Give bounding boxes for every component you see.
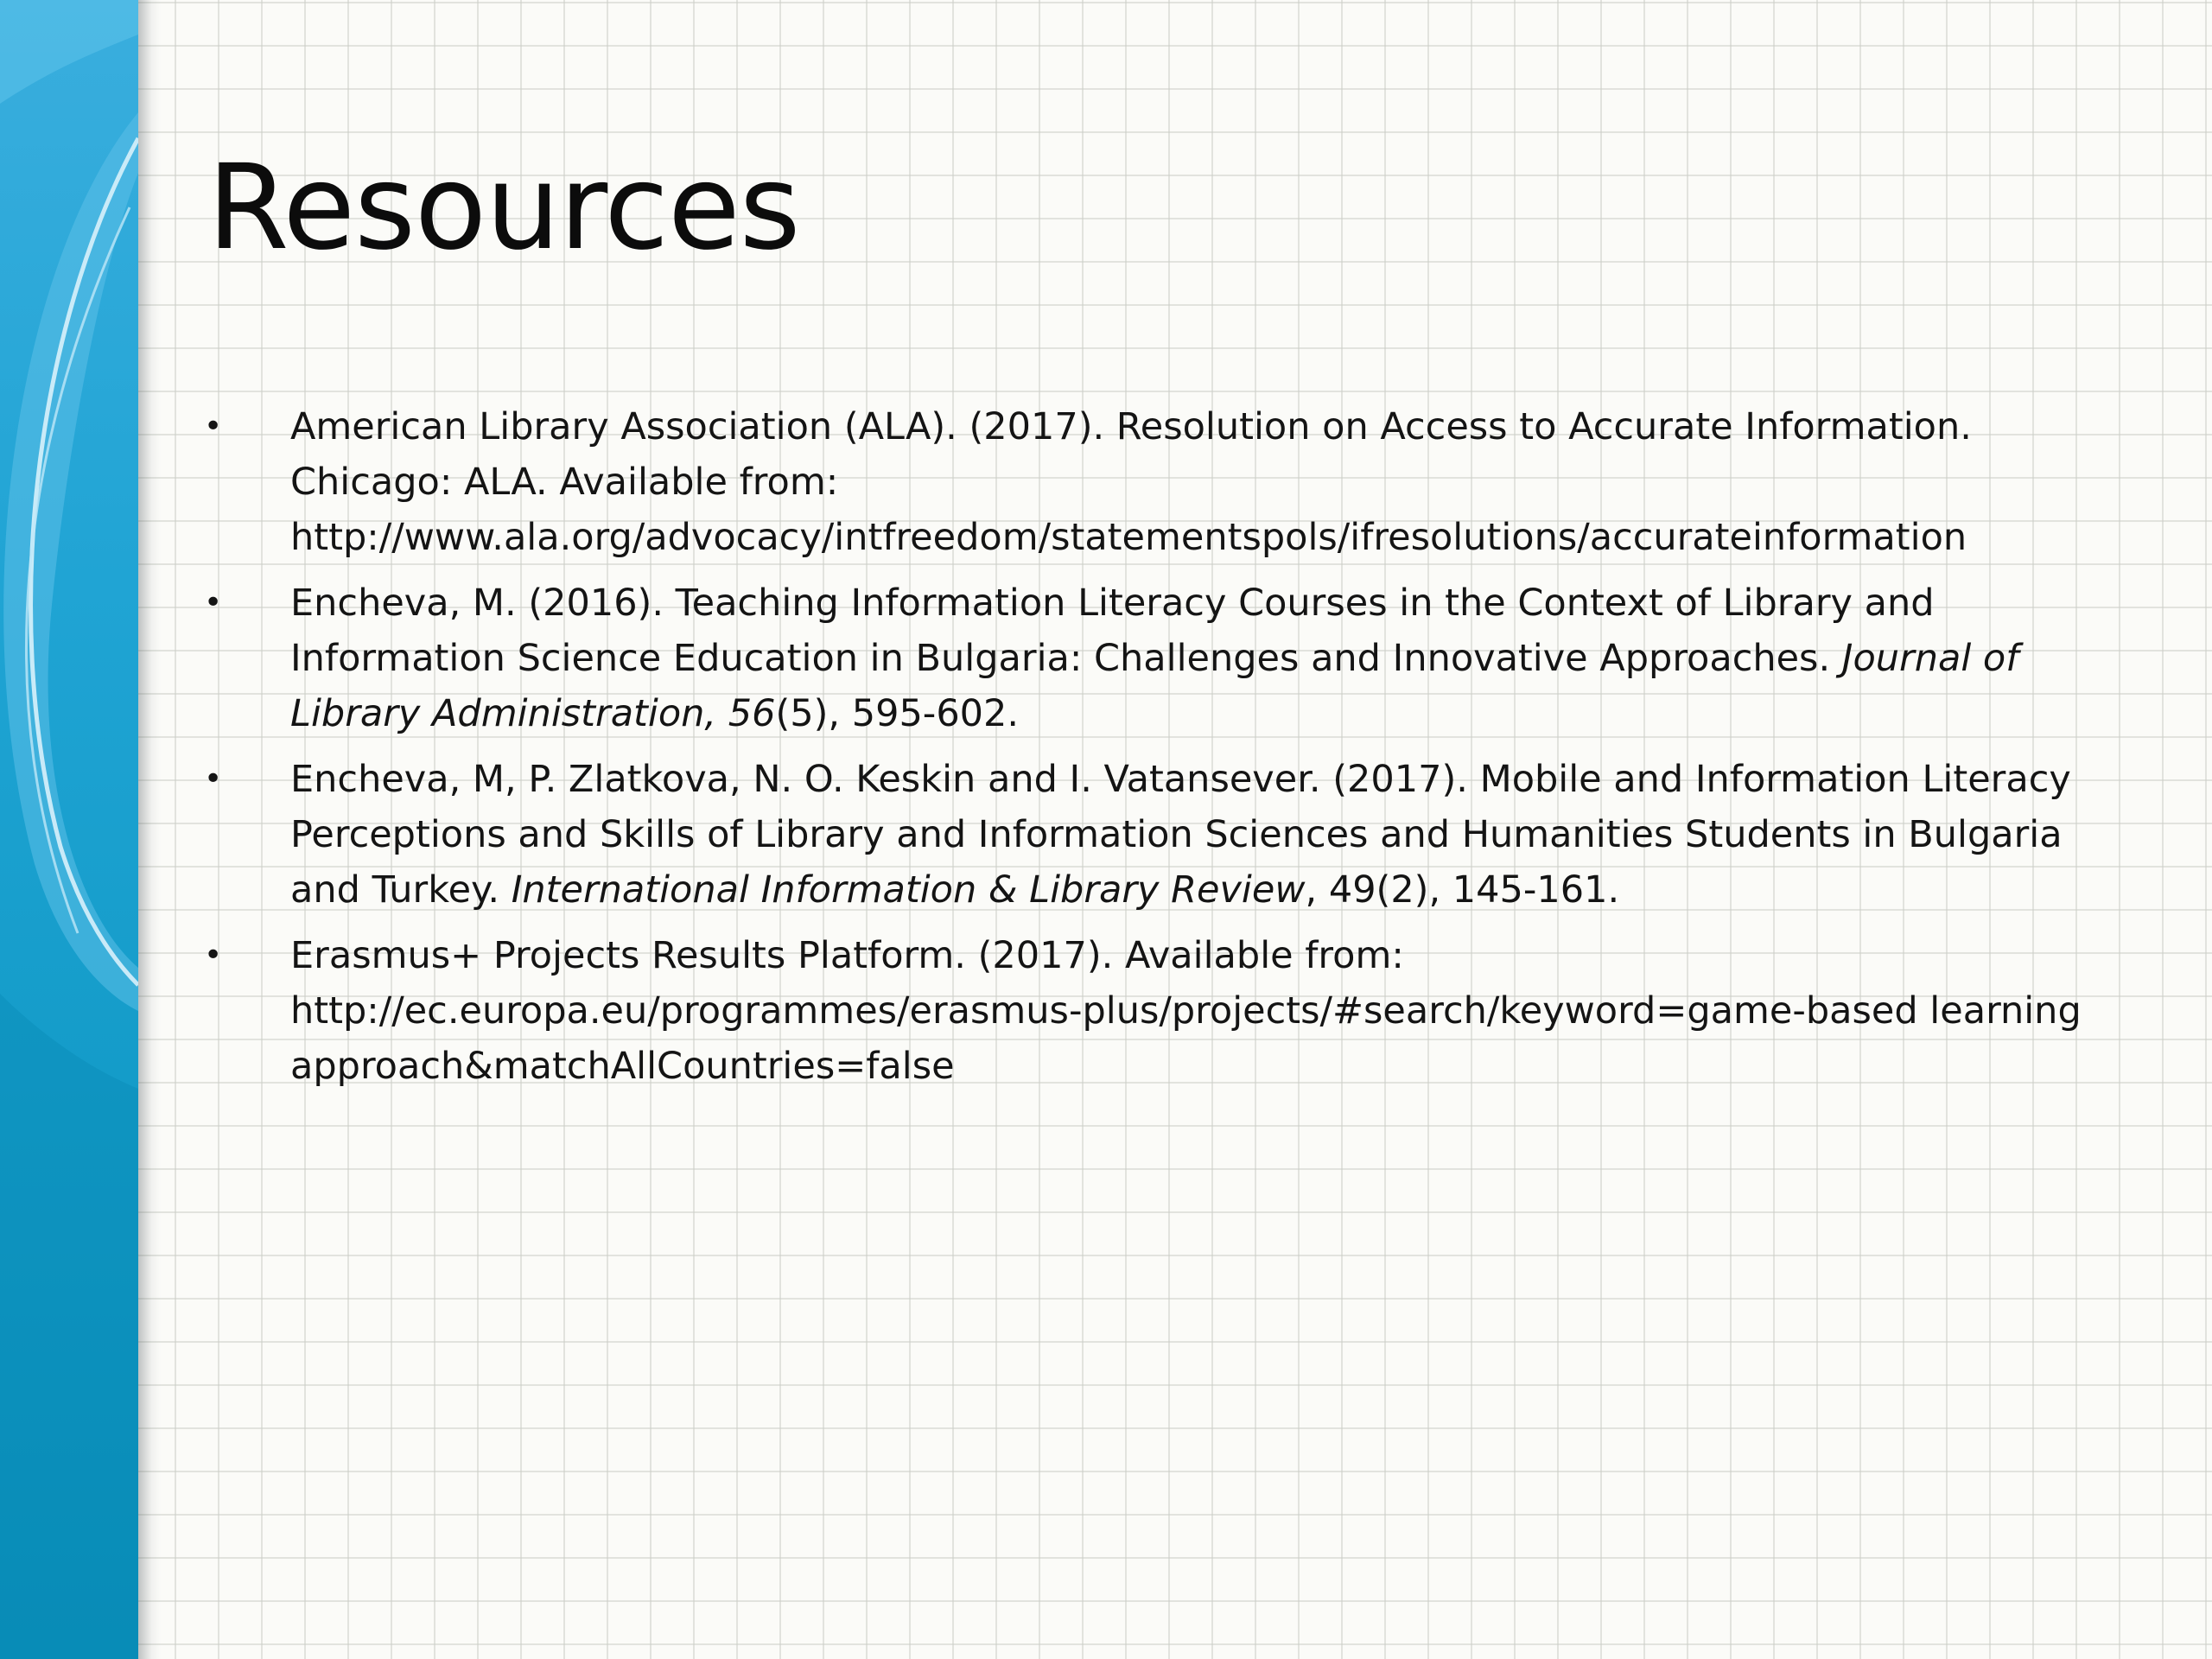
reference-url: http://ec.europa.eu/programmes/erasmus-plus/projects/#search/keyword=game-based learning [290, 989, 2082, 1033]
reference-line: Encheva, M. (2016). Teaching Information Literacy Courses in the Context of Library and [290, 582, 1935, 625]
reference-line [290, 686, 2105, 741]
decorative-side-band [0, 0, 138, 1659]
reference-line: American Library Association (ALA). (2017). Resolution on Access to Accurate Information. [290, 405, 1972, 448]
reference-line: Perceptions and Skills of Library and Information Sciences and Humanities Students in Bulgaria [290, 813, 2063, 856]
reference-line-plain: , 49(2), 145-161. [1305, 868, 1620, 912]
reference-line-plain: (5), 595-602. [775, 692, 1020, 735]
journal-title: Journal of [1841, 637, 2019, 680]
reference-item-encheva-2017 [204, 752, 2105, 918]
bullet-icon: • [204, 761, 223, 797]
bullet-icon: • [204, 938, 223, 973]
reference-line: Erasmus+ Projects Results Platform. (2017). Available from: [290, 934, 1404, 977]
reference-line: Chicago: ALA. Available from: [290, 461, 839, 504]
journal-title: Library Administration, 56 [290, 692, 776, 735]
reference-line [290, 862, 2105, 918]
reference-url: http://www.ala.org/advocacy/intfreedom/statementspols/ifresolutions/accurateinformation [290, 516, 1967, 559]
reference-list [204, 399, 2105, 1104]
swoosh-decoration [0, 0, 138, 1659]
journal-title: International Information & Library Review [511, 868, 1306, 912]
reference-line-plain: and Turkey. [290, 868, 512, 912]
reference-line [290, 631, 2105, 686]
reference-text [290, 575, 2105, 741]
reference-item-erasmus [204, 928, 2105, 1094]
reference-text [290, 752, 2105, 918]
reference-item-ala [204, 399, 2105, 565]
side-band-shadow [138, 0, 161, 1659]
reference-url: approach&matchAllCountries=false [290, 1045, 955, 1088]
reference-item-encheva-2016 [204, 575, 2105, 741]
reference-text [290, 928, 2105, 1094]
reference-line: Encheva, M, P. Zlatkova, N. O. Keskin and I. Vatansever. (2017). Mobile and Information Literacy [290, 758, 2071, 801]
bullet-icon: • [204, 409, 223, 444]
slide-title: Resources [207, 140, 800, 276]
bullet-icon: • [204, 585, 223, 620]
reference-line-plain: Information Science Education in Bulgaria: Challenges and Innovative Approaches. [290, 637, 1842, 680]
reference-text [290, 399, 2105, 565]
